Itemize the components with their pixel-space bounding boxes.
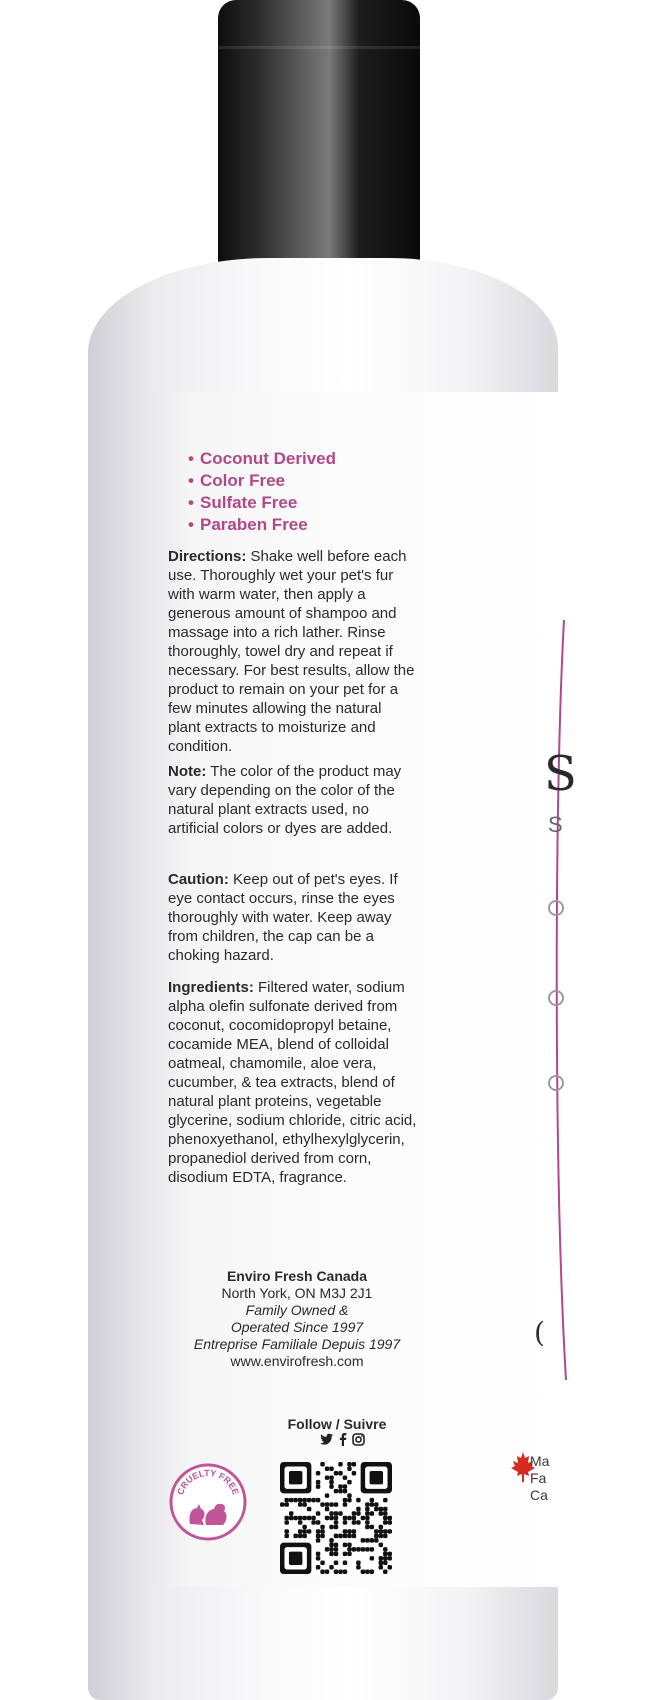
family-owned: Family Owned & bbox=[245, 1302, 349, 1318]
qr-module bbox=[365, 1525, 369, 1529]
qr-module bbox=[352, 1462, 356, 1466]
qr-module bbox=[347, 1493, 351, 1497]
qr-module bbox=[329, 1484, 333, 1488]
qr-module bbox=[298, 1534, 302, 1538]
feature-bullet: • Paraben Free bbox=[188, 515, 308, 534]
qr-module bbox=[388, 1556, 392, 1560]
instagram-icon bbox=[352, 1433, 365, 1451]
cruelty-free-badge bbox=[168, 1462, 248, 1542]
qr-module bbox=[316, 1565, 320, 1569]
qr-module bbox=[316, 1552, 320, 1556]
qr-module bbox=[370, 1525, 374, 1529]
qr-module bbox=[374, 1534, 378, 1538]
qr-module bbox=[338, 1570, 342, 1574]
qr-module bbox=[329, 1466, 333, 1470]
french-tagline: Entreprise Familiale Depuis 1997 bbox=[193, 1336, 401, 1352]
qr-module bbox=[329, 1475, 333, 1479]
qr-module bbox=[383, 1547, 387, 1551]
qr-module bbox=[284, 1516, 288, 1520]
qr-module bbox=[338, 1462, 342, 1466]
qr-module bbox=[379, 1534, 383, 1538]
qr-module bbox=[289, 1516, 293, 1520]
qr-module bbox=[379, 1556, 383, 1560]
qr-module bbox=[338, 1484, 342, 1488]
qr-module bbox=[347, 1462, 351, 1466]
qr-module bbox=[347, 1547, 351, 1551]
qr-module bbox=[284, 1534, 288, 1538]
qr-module bbox=[343, 1516, 347, 1520]
qr-module bbox=[284, 1502, 288, 1506]
qr-module bbox=[356, 1498, 360, 1502]
caution-text: Keep out of pet's eyes. If eye contact occurs, rinse the eyes thoroughly with water. Keep away from children, the cap can be a choking hazard. bbox=[168, 871, 398, 964]
qr-module bbox=[307, 1529, 311, 1533]
twitter-icon bbox=[320, 1433, 334, 1451]
qr-module bbox=[352, 1529, 356, 1533]
qr-module bbox=[298, 1516, 302, 1520]
qr-module bbox=[383, 1516, 387, 1520]
qr-module bbox=[325, 1570, 329, 1574]
qr-module bbox=[302, 1502, 306, 1506]
qr-module bbox=[388, 1520, 392, 1524]
qr-module bbox=[293, 1534, 297, 1538]
qr-module bbox=[370, 1547, 374, 1551]
qr-module bbox=[329, 1480, 333, 1484]
qr-module bbox=[343, 1489, 347, 1493]
side-fragment-line: Fa bbox=[530, 1470, 547, 1486]
qr-module bbox=[334, 1547, 338, 1551]
qr-module bbox=[325, 1507, 329, 1511]
cap-ridge bbox=[218, 46, 420, 49]
qr-module bbox=[370, 1538, 374, 1542]
qr-module bbox=[289, 1498, 293, 1502]
qr-module bbox=[343, 1502, 347, 1506]
qr-module bbox=[302, 1516, 306, 1520]
qr-module bbox=[370, 1511, 374, 1515]
directions-heading: Directions: bbox=[168, 548, 247, 565]
qr-module bbox=[307, 1516, 311, 1520]
qr-module bbox=[361, 1547, 365, 1551]
qr-module bbox=[316, 1520, 320, 1524]
qr-module bbox=[307, 1507, 311, 1511]
qr-module bbox=[298, 1520, 302, 1524]
front-label-script-fragment: ( bbox=[534, 1316, 545, 1349]
qr-module bbox=[370, 1556, 374, 1560]
qr-module bbox=[284, 1529, 288, 1533]
qr-module bbox=[334, 1502, 338, 1506]
qr-module bbox=[329, 1552, 333, 1556]
directions-section bbox=[168, 547, 418, 756]
qr-module bbox=[347, 1534, 351, 1538]
qr-module bbox=[302, 1525, 306, 1529]
qr-module bbox=[343, 1561, 347, 1565]
qr-module bbox=[347, 1498, 351, 1502]
qr-module bbox=[374, 1507, 378, 1511]
directions-text: Shake well before each use. Thoroughly wet your pet's fur with warm water, then apply a generous amount of shampoo and massage into a rich lather. Rinse thoroughly, towel dry and repeat if necessary. For best results, allow the product to remain on your pet for a few minutes allowing the natural plant extracts to moisturize and condition. bbox=[168, 548, 415, 755]
qr-module bbox=[347, 1543, 351, 1547]
qr-module bbox=[352, 1520, 356, 1524]
facebook-icon bbox=[339, 1433, 347, 1451]
qr-module bbox=[311, 1498, 315, 1502]
qr-module bbox=[379, 1561, 383, 1565]
qr-module bbox=[388, 1565, 392, 1569]
qr-module bbox=[298, 1498, 302, 1502]
qr-module bbox=[298, 1529, 302, 1533]
qr-module bbox=[329, 1516, 333, 1520]
caution-heading: Caution: bbox=[168, 871, 229, 888]
qr-module bbox=[383, 1552, 387, 1556]
qr-module bbox=[388, 1552, 392, 1556]
qr-module bbox=[334, 1543, 338, 1547]
qr-module bbox=[320, 1570, 324, 1574]
qr-module bbox=[320, 1462, 324, 1466]
qr-module bbox=[307, 1498, 311, 1502]
qr-module bbox=[370, 1502, 374, 1506]
qr-module bbox=[356, 1507, 360, 1511]
qr-module bbox=[334, 1534, 338, 1538]
qr-module bbox=[325, 1516, 329, 1520]
qr-module bbox=[356, 1511, 360, 1515]
ingredients-section bbox=[168, 978, 418, 1187]
qr-module bbox=[365, 1520, 369, 1524]
qr-module bbox=[329, 1525, 333, 1529]
qr-module bbox=[334, 1525, 338, 1529]
qr-module bbox=[383, 1507, 387, 1511]
ingredients-text: Filtered water, sodium alpha olefin sulfonate derived from coconut, cocomidopropyl betaine, cocamide MEA, blend of colloidal oatmeal, chamomile, aloe vera, cucumber, & tea extracts, blend of natural plant proteins, vegetable glycerine, sodium chloride, citric acid, phenoxyethanol, ethylhexylglycerin, propanediol derived from corn, disodium EDTA, fragrance. bbox=[168, 979, 417, 1186]
qr-module bbox=[338, 1489, 342, 1493]
qr-module bbox=[343, 1484, 347, 1488]
qr-module bbox=[329, 1565, 333, 1569]
qr-module bbox=[329, 1511, 333, 1515]
front-label-fragment: S bbox=[548, 812, 563, 837]
qr-module bbox=[329, 1543, 333, 1547]
ingredients-heading: Ingredients: bbox=[168, 979, 254, 996]
qr-module bbox=[383, 1556, 387, 1560]
qr-module bbox=[383, 1529, 387, 1533]
qr-module bbox=[338, 1471, 342, 1475]
qr-module bbox=[370, 1570, 374, 1574]
front-label-letter-fragment: S bbox=[544, 746, 577, 802]
company-info bbox=[172, 1268, 422, 1370]
qr-module bbox=[284, 1498, 288, 1502]
qr-module bbox=[365, 1511, 369, 1515]
qr-module bbox=[365, 1516, 369, 1520]
social-icons bbox=[312, 1433, 372, 1451]
qr-module bbox=[316, 1511, 320, 1515]
note-section bbox=[168, 762, 418, 838]
qr-module bbox=[293, 1498, 297, 1502]
qr-module bbox=[316, 1498, 320, 1502]
qr-module bbox=[325, 1547, 329, 1551]
qr-module bbox=[352, 1471, 356, 1475]
qr-module bbox=[293, 1516, 297, 1520]
qr-module bbox=[334, 1516, 338, 1520]
qr-module bbox=[388, 1516, 392, 1520]
qr-module bbox=[365, 1538, 369, 1542]
feature-bullet: • Color Free bbox=[188, 471, 286, 490]
qr-module bbox=[320, 1529, 324, 1533]
qr-module bbox=[379, 1529, 383, 1533]
qr-code[interactable] bbox=[280, 1462, 392, 1574]
qr-module bbox=[320, 1561, 324, 1565]
qr-module bbox=[325, 1475, 329, 1479]
qr-module bbox=[334, 1471, 338, 1475]
qr-module bbox=[343, 1529, 347, 1533]
qr-module bbox=[320, 1525, 324, 1529]
qr-module bbox=[379, 1565, 383, 1569]
qr-module bbox=[329, 1547, 333, 1551]
qr-module bbox=[320, 1502, 324, 1506]
qr-module bbox=[379, 1525, 383, 1529]
qr-module bbox=[383, 1561, 387, 1565]
qr-module bbox=[316, 1471, 320, 1475]
qr-module bbox=[284, 1520, 288, 1524]
qr-module bbox=[352, 1511, 356, 1515]
qr-module bbox=[361, 1538, 365, 1542]
qr-module bbox=[379, 1543, 383, 1547]
qr-module bbox=[334, 1511, 338, 1515]
qr-module bbox=[370, 1498, 374, 1502]
qr-module bbox=[334, 1570, 338, 1574]
qr-module bbox=[334, 1520, 338, 1524]
qr-module bbox=[311, 1520, 315, 1524]
qr-module bbox=[343, 1534, 347, 1538]
company-name: Enviro Fresh Canada bbox=[226, 1268, 368, 1284]
qr-module bbox=[365, 1547, 369, 1551]
qr-module bbox=[374, 1529, 378, 1533]
side-fragment-line: Ca bbox=[530, 1487, 548, 1503]
qr-module bbox=[374, 1538, 378, 1542]
qr-module bbox=[347, 1466, 351, 1470]
qr-module bbox=[352, 1547, 356, 1551]
qr-module bbox=[347, 1516, 351, 1520]
follow-label: Follow / Suivre bbox=[287, 1416, 387, 1432]
qr-module bbox=[343, 1520, 347, 1524]
qr-module bbox=[325, 1502, 329, 1506]
qr-module bbox=[316, 1484, 320, 1488]
qr-module bbox=[347, 1529, 351, 1533]
note-text: The color of the product may vary depending on the color of the natural plant extracts used, no artificial colors or dyes are added. bbox=[168, 763, 402, 837]
qr-module bbox=[352, 1516, 356, 1520]
qr-module bbox=[316, 1538, 320, 1542]
qr-module bbox=[365, 1502, 369, 1506]
qr-module bbox=[383, 1534, 387, 1538]
operated-since: Operated Since 1997 bbox=[230, 1319, 364, 1335]
qr-module bbox=[316, 1529, 320, 1533]
qr-module bbox=[383, 1498, 387, 1502]
qr-module bbox=[302, 1534, 306, 1538]
qr-module bbox=[311, 1516, 315, 1520]
qr-module bbox=[388, 1529, 392, 1533]
qr-module bbox=[361, 1516, 365, 1520]
feature-bullets bbox=[188, 448, 336, 536]
qr-module bbox=[302, 1529, 306, 1533]
qr-module bbox=[329, 1538, 333, 1542]
side-fragment-line: Ma bbox=[530, 1453, 550, 1469]
note-heading: Note: bbox=[168, 763, 207, 780]
qr-module bbox=[316, 1480, 320, 1484]
qr-module bbox=[329, 1502, 333, 1506]
qr-module bbox=[316, 1534, 320, 1538]
side-text-fragment bbox=[530, 1453, 549, 1504]
qr-module bbox=[316, 1556, 320, 1560]
qr-module bbox=[343, 1543, 347, 1547]
feature-bullet: • Sulfate Free bbox=[188, 493, 298, 512]
qr-module bbox=[334, 1489, 338, 1493]
qr-module bbox=[379, 1511, 383, 1515]
qr-module bbox=[320, 1534, 324, 1538]
qr-module bbox=[383, 1511, 387, 1515]
qr-module bbox=[356, 1561, 360, 1565]
qr-module bbox=[379, 1507, 383, 1511]
qr-module bbox=[289, 1511, 293, 1515]
qr-module bbox=[365, 1507, 369, 1511]
qr-module bbox=[383, 1570, 387, 1574]
cruelty-free-text: CRUELTY FREE bbox=[175, 1467, 241, 1497]
qr-module bbox=[361, 1570, 365, 1574]
qr-module bbox=[374, 1502, 378, 1506]
qr-module bbox=[343, 1552, 347, 1556]
feature-bullet: • Coconut Derived bbox=[188, 449, 337, 468]
qr-module bbox=[338, 1534, 342, 1538]
qr-module bbox=[298, 1502, 302, 1506]
qr-module bbox=[365, 1570, 369, 1574]
qr-module bbox=[338, 1511, 342, 1515]
bottle-cap bbox=[218, 0, 420, 272]
qr-module bbox=[356, 1520, 360, 1524]
qr-module bbox=[383, 1520, 387, 1524]
qr-module bbox=[325, 1466, 329, 1470]
qr-module bbox=[334, 1552, 338, 1556]
caution-section bbox=[168, 870, 418, 965]
qr-module bbox=[347, 1552, 351, 1556]
qr-module bbox=[343, 1475, 347, 1479]
company-address: North York, ON M3J 2J1 bbox=[221, 1285, 373, 1301]
qr-module bbox=[343, 1498, 347, 1502]
qr-module bbox=[280, 1502, 284, 1506]
qr-module bbox=[356, 1565, 360, 1569]
qr-module bbox=[356, 1547, 360, 1551]
company-website: www.envirofresh.com bbox=[230, 1353, 364, 1369]
qr-module bbox=[343, 1570, 347, 1574]
qr-module bbox=[347, 1480, 351, 1484]
qr-module bbox=[302, 1498, 306, 1502]
qr-module bbox=[334, 1561, 338, 1565]
qr-module bbox=[325, 1493, 329, 1497]
qr-module bbox=[352, 1534, 356, 1538]
